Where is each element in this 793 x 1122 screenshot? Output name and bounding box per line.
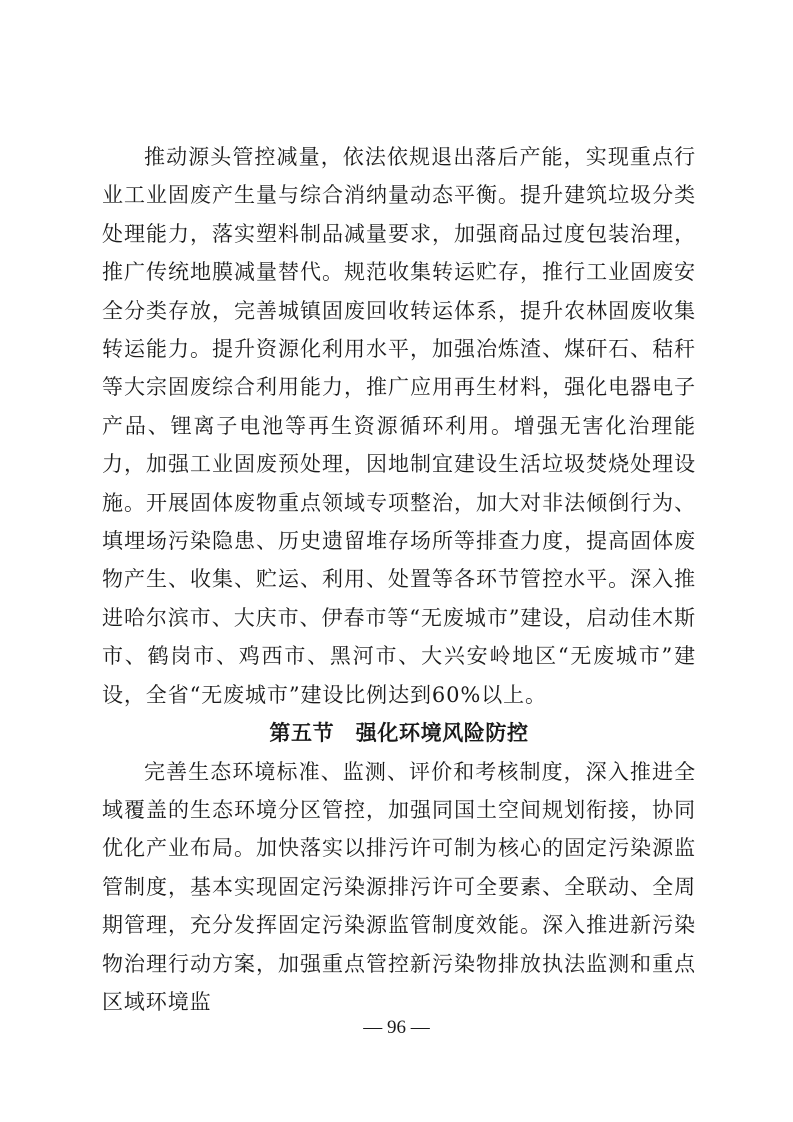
paragraph-solid-waste: 推动源头管控减量，依法依规退出落后产能，实现重点行业工业固废产生量与综合消纳量动态平衡。提升建筑垃圾分类处理能力，落实塑料制品减量要求，加强商品过度包装治理，推广传统地膜减量替代。规范收集转运贮存，推行工业固废安全分类存放，完善城镇固废回收转运体系，提升农林固废收集转运能力。提升资源化利用水平，加强冶炼渣、煤矸石、秸秆等大宗固废综合利用能力，推广应用再生材料，强化电器电子产品、锂离子电池等再生资源循环利用。增强无害化治理能力，加强工业固废预处理，因地制宜建设生活垃圾焚烧处理设施。开展固体废物重点领域专项整治，加大对非法倾倒行为、填埋场污染隐患、历史遗留堆存场所等排查力度，提高固体废物产生、收集、贮运、利用、处置等各环节管控水平。深入推进哈尔滨市、大庆市、伊春市等“无废城市”建设，启动佳木斯市、鹤岗市、鸡西市、黑河市、大兴安岭地区“无废城市”建设，全省“无废城市”建设比例达到60%以上。 <box>102 145 696 707</box>
paragraph-environmental-risk: 完善生态环境标准、监测、评价和考核制度，深入推进全域覆盖的生态环境分区管控，加强同国土空间规划衔接，协同优化产业布局。加快落实以排污许可制为核心的固定污染源监管制度，基本实现固定污染源排污许可全要素、全联动、全周期管理，充分发挥固定污染源监管制度效能。深入推进新污染物治理行动方案，加强重点管控新污染物排放执法监测和重点区域环境监 <box>102 759 696 1014</box>
body-text <box>102 138 696 1021</box>
page-number: — 96 — <box>363 1017 430 1038</box>
section-heading: 第五节 强化环境风险防控 <box>269 721 529 746</box>
